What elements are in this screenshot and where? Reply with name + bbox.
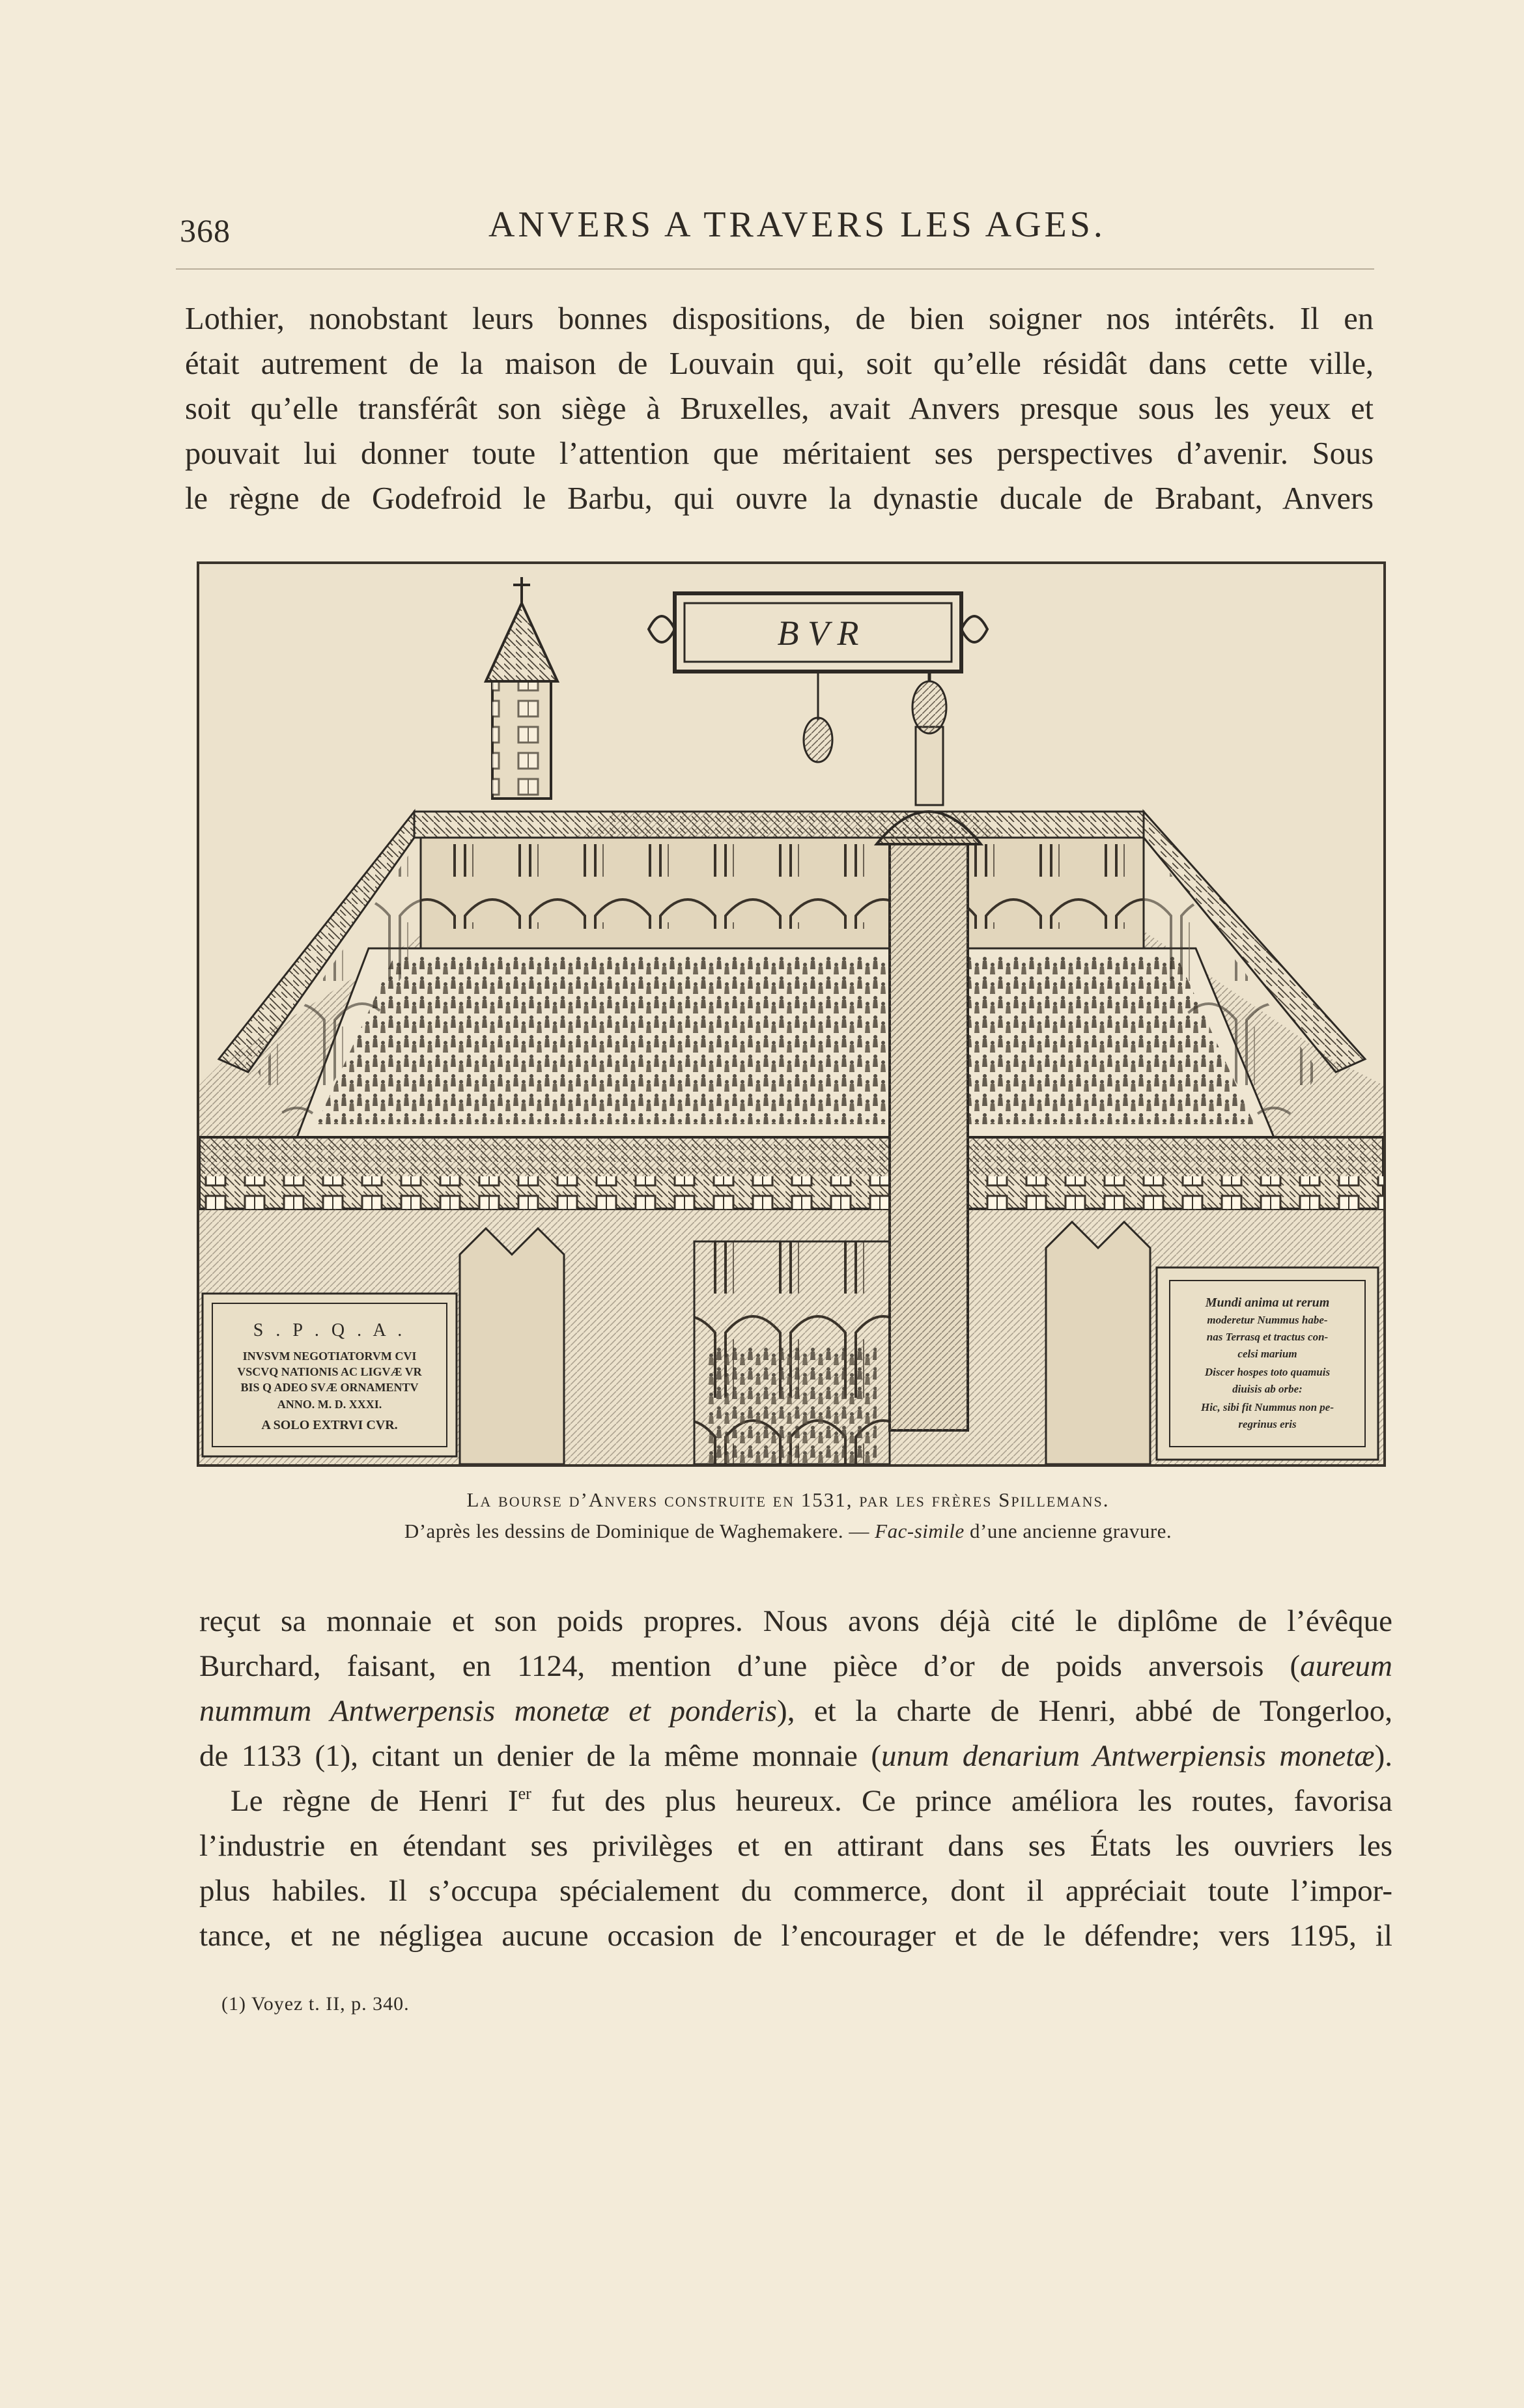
text-line: tance, et ne négligea aucune occasion de l’encourager et de le défendre; vers 1195, il: [199, 1919, 1392, 1953]
cartouche-line: BIS Q ADEO SVÆ ORNAMENTV: [240, 1381, 419, 1394]
figure-caption-credit: [195, 1520, 1381, 1543]
paragraph-bottom: [199, 1599, 1392, 1959]
text-line: [199, 1734, 1392, 1779]
text-run: de 1133 (1), citant un denier de la même monnaie (: [199, 1739, 881, 1773]
cartouche-line: regrinus eris: [1238, 1418, 1297, 1430]
cartouche-line: Discer hospes toto quamuis: [1204, 1366, 1331, 1378]
text-line: reçut sa monnaie et son poids propres. Nous avons déjà cité le diplôme de l’évêque: [199, 1604, 1392, 1638]
caption-text: d’une ancienne gravure.: [964, 1520, 1172, 1542]
latin-term: unum denarium Antwerpiensis monetæ: [881, 1739, 1375, 1773]
engraving-illustration: [197, 561, 1386, 1467]
cartouche-line: moderetur Nummus habe-: [1207, 1314, 1328, 1326]
caption-text: D’après les dessins de Dominique de Waghemakere. —: [404, 1520, 875, 1542]
text-line: pouvait lui donner toute l’attention que méritaient ses perspectives d’avenir. Sous: [185, 436, 1374, 471]
latin-term: aureum: [1300, 1649, 1392, 1683]
latin-term: nummum Antwerpensis monetæ et ponderis: [199, 1694, 778, 1728]
text-line: était autrement de la maison de Louvain qui, soit qu’elle résidât dans cette ville,: [185, 347, 1374, 381]
cartouche-line: ANNO. M. D. XXXI.: [277, 1398, 382, 1411]
page-header: [176, 199, 1381, 257]
text-run: ).: [1374, 1739, 1393, 1773]
text-line: plus habiles. Il s’occupa spécialement du commerce, dont il appréciait toute l’impor-: [199, 1874, 1392, 1908]
header-rule: [176, 268, 1374, 270]
cartouche-line: VSCVQ NATIONIS AC LIGVÆ VR: [237, 1365, 422, 1378]
cartouche-line: INVSVM NEGOTIATORVM CVI: [242, 1350, 417, 1363]
caption-italic: Fac-simile: [875, 1520, 965, 1542]
cartouche-line: diuisis ab orbe:: [1232, 1383, 1303, 1395]
cartouche-line: celsi marium: [1237, 1348, 1297, 1360]
figure-caption-title: La bourse d’Anvers construite en 1531, par les frères Spillemans.: [466, 1488, 1110, 1511]
banner-text: B V R: [777, 614, 859, 653]
cartouche-line: Mundi anima ut rerum: [1205, 1296, 1330, 1310]
paragraph-top: [185, 296, 1374, 521]
text-line: l’industrie en étendant ses privilèges et en attirant dans ses États les ouvriers les: [199, 1829, 1392, 1863]
cartouche-line: S . P . Q . A .: [253, 1320, 406, 1340]
text-run: fut des plus heureux. Ce prince améliora les routes, favorisa: [531, 1784, 1393, 1818]
cartouche-line: nas Terrasq et tractus con-: [1206, 1331, 1329, 1343]
footnote: (1) Voyez t. II, p. 340.: [221, 1993, 410, 2015]
cartouche-line: A SOLO EXTRVI CVR.: [261, 1418, 398, 1432]
text-run: Le règne de Henri I: [231, 1784, 518, 1818]
running-title: ANVERS A TRAVERS LES AGES.: [488, 205, 1106, 245]
cartouche-line: Hic, sibi fit Nummus non pe-: [1200, 1401, 1334, 1413]
text-line: Lothier, nonobstant leurs bonnes dispositions, de bien soigner nos intérêts. Il en: [185, 302, 1374, 336]
text-line: [199, 1689, 1392, 1734]
page-number: 368: [180, 212, 231, 249]
text-run: Burchard, faisant, en 1124, mention d’une pièce d’or de poids anversois (: [199, 1649, 1301, 1683]
text-line: [199, 1644, 1392, 1689]
text-line: le règne de Godefroid le Barbu, qui ouvre la dynastie ducale de Brabant, Anvers: [185, 481, 1374, 516]
engraving-drawing: [199, 564, 1383, 1464]
superscript: er: [518, 1784, 531, 1803]
text-line: [199, 1779, 1392, 1824]
text-line: soit qu’elle transférât son siège à Bruxelles, avait Anvers presque sous les yeux et: [185, 391, 1374, 426]
text-run: ), et la charte de Henri, abbé de Tongerloo,: [777, 1694, 1393, 1728]
